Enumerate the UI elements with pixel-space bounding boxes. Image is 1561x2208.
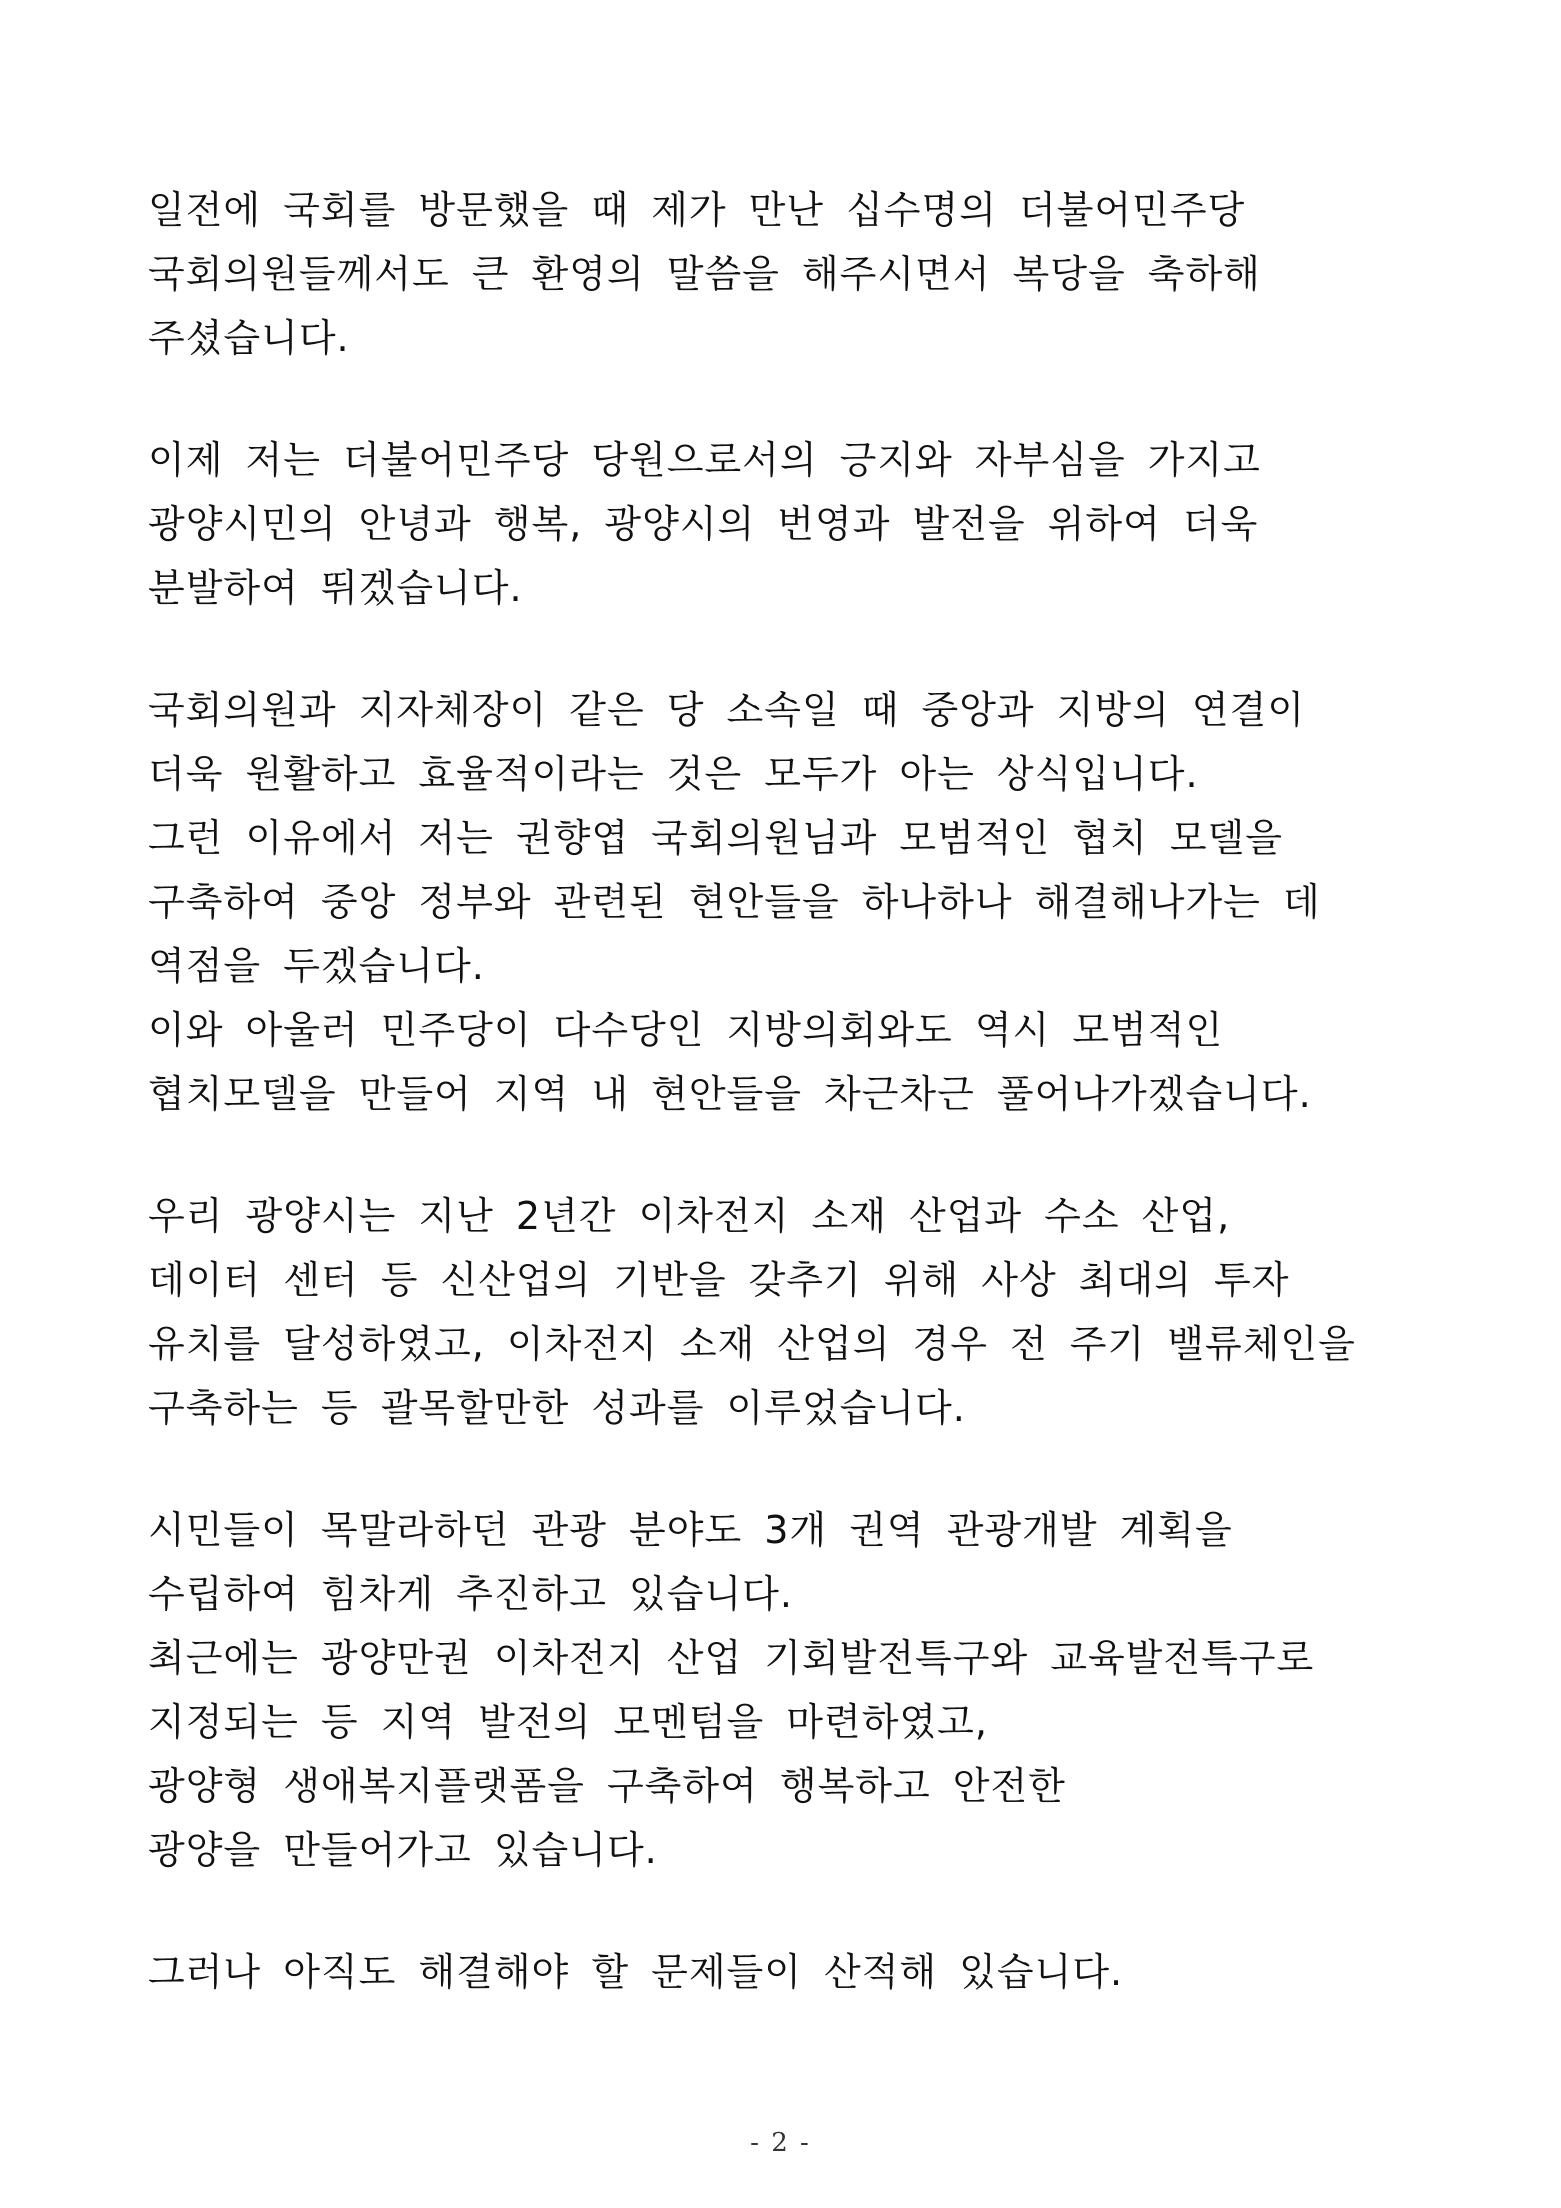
- paragraph-3: [148, 678, 1438, 1126]
- text-line: 우리 광양시는 지난 2년간 이차전지 소재 산업과 수소 산업,: [148, 1194, 1231, 1238]
- text-line: 더욱 원활하고 효율적이라는 것은 모두가 아는 상식입니다.: [148, 752, 1199, 796]
- paragraph-gap: [148, 1882, 1438, 1940]
- text-line: 그런 이유에서 저는 권향엽 국회의원님과 모범적인 협치 모델을: [148, 816, 1283, 860]
- paragraph-gap: [148, 620, 1438, 678]
- text-line: 시민들이 목말라하던 관광 분야도 3개 권역 관광개발 계획을: [148, 1508, 1233, 1552]
- text-line: 유치를 달성하였고, 이차전지 소재 산업의 경우 전 주기 밸류체인을: [148, 1322, 1356, 1366]
- text-line: 구축하는 등 괄목할만한 성과를 이루었습니다.: [148, 1386, 966, 1430]
- paragraph-2: [148, 428, 1438, 620]
- text-line: 수립하여 힘차게 추진하고 있습니다.: [148, 1572, 793, 1616]
- paragraph-5: [148, 1498, 1438, 1882]
- text-line: 협치모델을 만들어 지역 내 현안들을 차근차근 풀어나가겠습니다.: [148, 1072, 1312, 1116]
- text-line: 데이터 센터 등 신산업의 기반을 갖추기 위해 사상 최대의 투자: [148, 1258, 1290, 1302]
- text-line: 일전에 국회를 방문했을 때 제가 만난 십수명의 더불어민주당: [148, 188, 1246, 232]
- paragraph-gap: [148, 370, 1438, 428]
- paragraph-4: [148, 1184, 1438, 1440]
- text-line: 광양을 만들어가고 있습니다.: [148, 1828, 658, 1872]
- text-line: 주셨습니다.: [148, 316, 350, 360]
- paragraph-gap: [148, 1440, 1438, 1498]
- text-line: 국회의원들께서도 큰 환영의 말씀을 해주시면서 복당을 축하해: [148, 252, 1261, 296]
- text-line: 이제 저는 더불어민주당 당원으로서의 긍지와 자부심을 가지고: [148, 438, 1261, 482]
- text-line: 그러나 아직도 해결해야 할 문제들이 산적해 있습니다.: [148, 1950, 1124, 1994]
- text-line: 광양시민의 안녕과 행복, 광양시의 번영과 발전을 위하여 더욱: [148, 502, 1259, 546]
- page-number: - 2 -: [750, 2128, 811, 2158]
- text-line: 최근에는 광양만권 이차전지 산업 기회발전특구와 교육발전특구로: [148, 1636, 1315, 1680]
- text-line: 광양형 생애복지플랫폼을 구축하여 행복하고 안전한: [148, 1764, 1066, 1808]
- text-line: 역점을 두겠습니다.: [148, 944, 485, 988]
- text-line: 분발하여 뛰겠습니다.: [148, 566, 523, 610]
- text-line: 구축하여 중앙 정부와 관련된 현안들을 하나하나 해결해나가는 데: [148, 880, 1321, 924]
- paragraph-gap: [148, 1126, 1438, 1184]
- text-line: 이와 아울러 민주당이 다수당인 지방의회와도 역시 모범적인: [148, 1008, 1224, 1052]
- paragraph-1: [148, 178, 1438, 370]
- document-body: [148, 178, 1438, 2004]
- paragraph-6: [148, 1940, 1438, 2004]
- text-line: 지정되는 등 지역 발전의 모멘텀을 마련하였고,: [148, 1700, 988, 1744]
- text-line: 국회의원과 지자체장이 같은 당 소속일 때 중앙과 지방의 연결이: [148, 688, 1306, 732]
